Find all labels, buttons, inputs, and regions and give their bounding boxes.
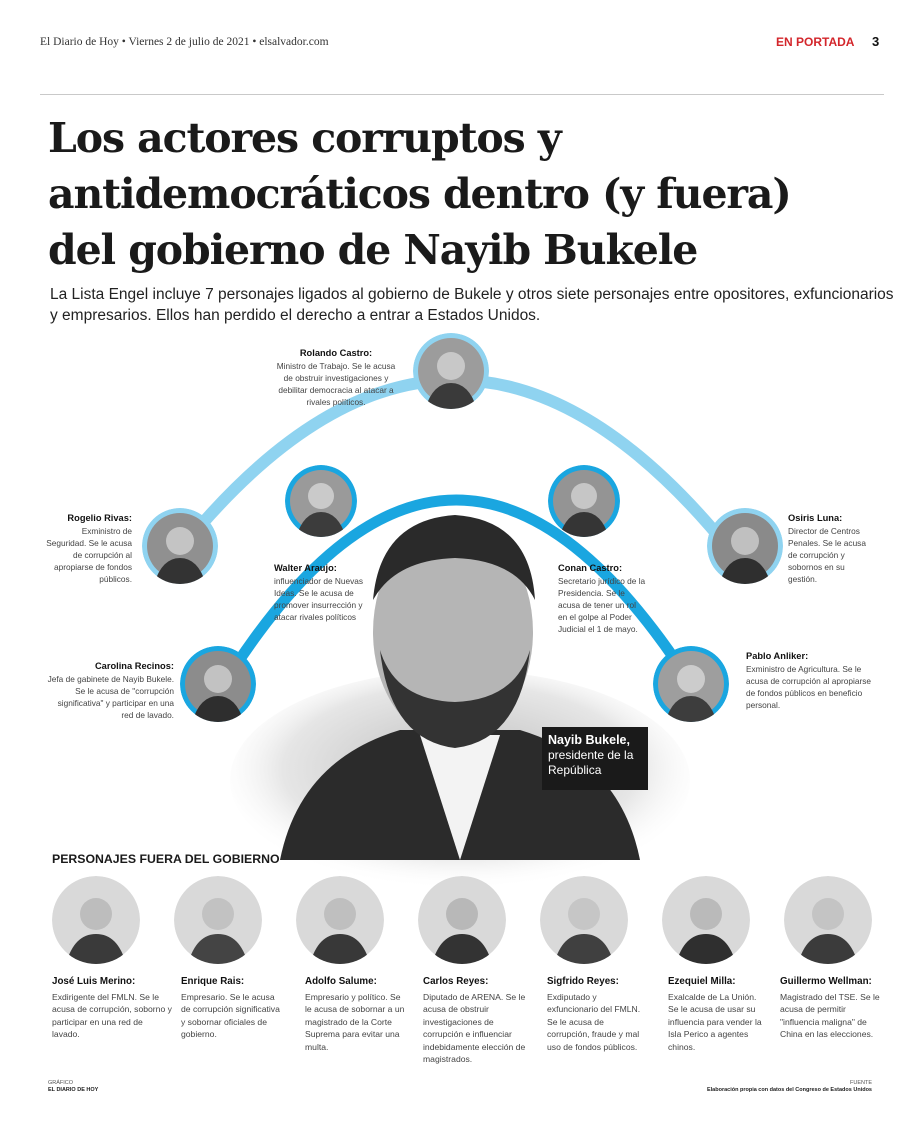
name-conan-castro: Conan Castro:: [558, 563, 623, 573]
name-sigfrido-reyes: Sigfrido Reyes:: [547, 976, 619, 987]
name-pablo-anliker: Pablo Anliker:: [746, 651, 809, 661]
name-osiris-luna: Osiris Luna:: [788, 513, 843, 523]
desc-jose-luis-merino: Exdirigente del FMLN. Se le acusa de corrupción, soborno y participar en una red de lavado.: [52, 991, 172, 1039]
section-label: EN PORTADA: [776, 35, 855, 49]
president-name-box: [542, 727, 648, 790]
name-walter-araujo: Walter Araujo:: [274, 563, 337, 573]
portrait-conan-castro: [548, 465, 620, 537]
name-jose-luis-merino: José Luis Merino:: [52, 976, 136, 987]
portrait-pablo-anliker: [653, 646, 729, 722]
headline-line-1: Los actores corruptos y: [48, 114, 561, 162]
caption-guillermo-wellman: [780, 976, 880, 1041]
desc-adolfo-salume: Empresario y político. Se le acusa de sobornar a un magistrado de la Corte Suprema para evitar una multa.: [305, 991, 405, 1052]
portrait-adolfo-salume: [296, 876, 384, 964]
caption-conan-castro: [558, 562, 646, 635]
credit-graphic: [48, 1080, 98, 1094]
desc-ezequiel-milla: Exalcalde de La Unión. Se le acusa de usar su influencia para vender la Isla Perico a agentes chinos.: [668, 991, 762, 1052]
page-number: 3: [872, 34, 880, 49]
portrait-rogelio-rivas: [142, 508, 218, 584]
portrait-sigfrido-reyes: [540, 876, 628, 964]
desc-walter-araujo: influenciador de Nuevas Ideas. Se le acusa de promover insurrección y atacar rivales políticos: [274, 576, 364, 622]
credit-graphic-label: GRÁFICO: [48, 1080, 74, 1086]
caption-ezequiel-milla: [668, 976, 768, 1053]
caption-adolfo-salume: [305, 976, 405, 1053]
caption-enrique-rais: [181, 976, 281, 1041]
portrait-carolina-recinos: [180, 646, 256, 722]
desc-guillermo-wellman: Magistrado del TSE. Se le acusa de permitir "influencia maligna" de China en las elecciones.: [780, 991, 880, 1039]
caption-carlos-reyes: [423, 976, 531, 1066]
name-adolfo-salume: Adolfo Salume:: [305, 976, 377, 987]
president-name: Nayib Bukele,: [548, 733, 630, 747]
credit-source: [690, 1080, 872, 1094]
caption-rogelio-rivas: [46, 512, 132, 585]
desc-conan-castro: Secretario jurídico de la Presidencia. Se le acusa de tener un rol en el golpe al Poder Judicial el 1 de mayo.: [558, 576, 646, 634]
name-carlos-reyes: Carlos Reyes:: [423, 976, 489, 987]
desc-sigfrido-reyes: Exdiputado y exfuncionario del FMLN. Se le acusa de corrupción, fraude y mal uso de fondos públicos.: [547, 991, 641, 1052]
masthead-line: El Diario de Hoy • Viernes 2 de julio de 2021 • elsalvador.com: [40, 36, 329, 48]
caption-jose-luis-merino: [52, 976, 172, 1041]
name-carolina-recinos: Carolina Recinos:: [94, 661, 174, 671]
desc-enrique-rais: Empresario. Se le acusa de corrupción significativa y sobornar oficiales de gobierno.: [181, 991, 280, 1039]
headline-line-2: antidemocráticos dentro (y fuera): [48, 170, 791, 218]
desc-carlos-reyes: Diputado de ARENA. Se le acusa de obstruir investigaciones de corrupción e influenciar indebidamente elección de magistrados.: [423, 991, 526, 1064]
caption-sigfrido-reyes: [547, 976, 647, 1053]
deck-text: La Lista Engel incluye 7 personajes ligados al gobierno de Bukele y otros siete personajes entre opositores, exfuncionarios y empresarios. Ellos han perdido el derecho a entrar a Estados Unidos.: [50, 286, 894, 324]
portrait-ezequiel-milla: [662, 876, 750, 964]
name-ezequiel-milla: Ezequiel Milla:: [668, 976, 736, 987]
portrait-enrique-rais: [174, 876, 262, 964]
headline-line-3: del gobierno de Nayib Bukele: [48, 226, 698, 274]
desc-osiris-luna: Director de Centros Penales. Se le acusa de corrupción y sobornos en su gestión.: [788, 526, 866, 584]
desc-carolina-recinos: Jefa de gabinete de Nayib Bukele. Se le acusa de "corrupción significativa" y participar en una red de lavado.: [47, 674, 174, 720]
portrait-osiris-luna: [707, 508, 783, 584]
caption-rolando-castro: [276, 347, 396, 408]
caption-carolina-recinos: [46, 660, 174, 721]
caption-walter-araujo: [274, 562, 366, 623]
credit-graphic-value: EL DIARIO DE HOY: [48, 1087, 99, 1093]
outside-section-title: PERSONAJES FUERA DEL GOBIERNO: [52, 852, 280, 866]
name-guillermo-wellman: Guillermo Wellman:: [780, 976, 872, 987]
portrait-guillermo-wellman: [784, 876, 872, 964]
credit-source-value: Elaboración propia con datos del Congreso de Estados Unidos: [706, 1087, 872, 1093]
caption-pablo-anliker: [746, 650, 872, 711]
name-rolando-castro: Rolando Castro:: [299, 348, 373, 358]
president-title: presidente de la República: [548, 748, 634, 777]
name-rogelio-rivas: Rogelio Rivas:: [67, 513, 132, 523]
caption-osiris-luna: [788, 512, 874, 585]
desc-rogelio-rivas: Exministro de Seguridad. Se le acusa de corrupción al apropiarse de fondos públicos.: [46, 526, 132, 584]
portrait-walter-araujo: [285, 465, 357, 537]
desc-pablo-anliker: Exministro de Agricultura. Se le acusa de corrupción al apropiarse de fondos públicos en beneficio personal.: [746, 664, 871, 710]
portrait-carlos-reyes: [418, 876, 506, 964]
name-enrique-rais: Enrique Rais:: [181, 976, 245, 987]
portrait-jose-luis-merino: [52, 876, 140, 964]
desc-rolando-castro: Ministro de Trabajo. Se le acusa de obstruir investigaciones y debilitar democracia al atacar a rivales políticos.: [276, 361, 396, 407]
portrait-rolando-castro: [413, 333, 489, 409]
credit-source-label: FUENTE: [850, 1080, 872, 1086]
